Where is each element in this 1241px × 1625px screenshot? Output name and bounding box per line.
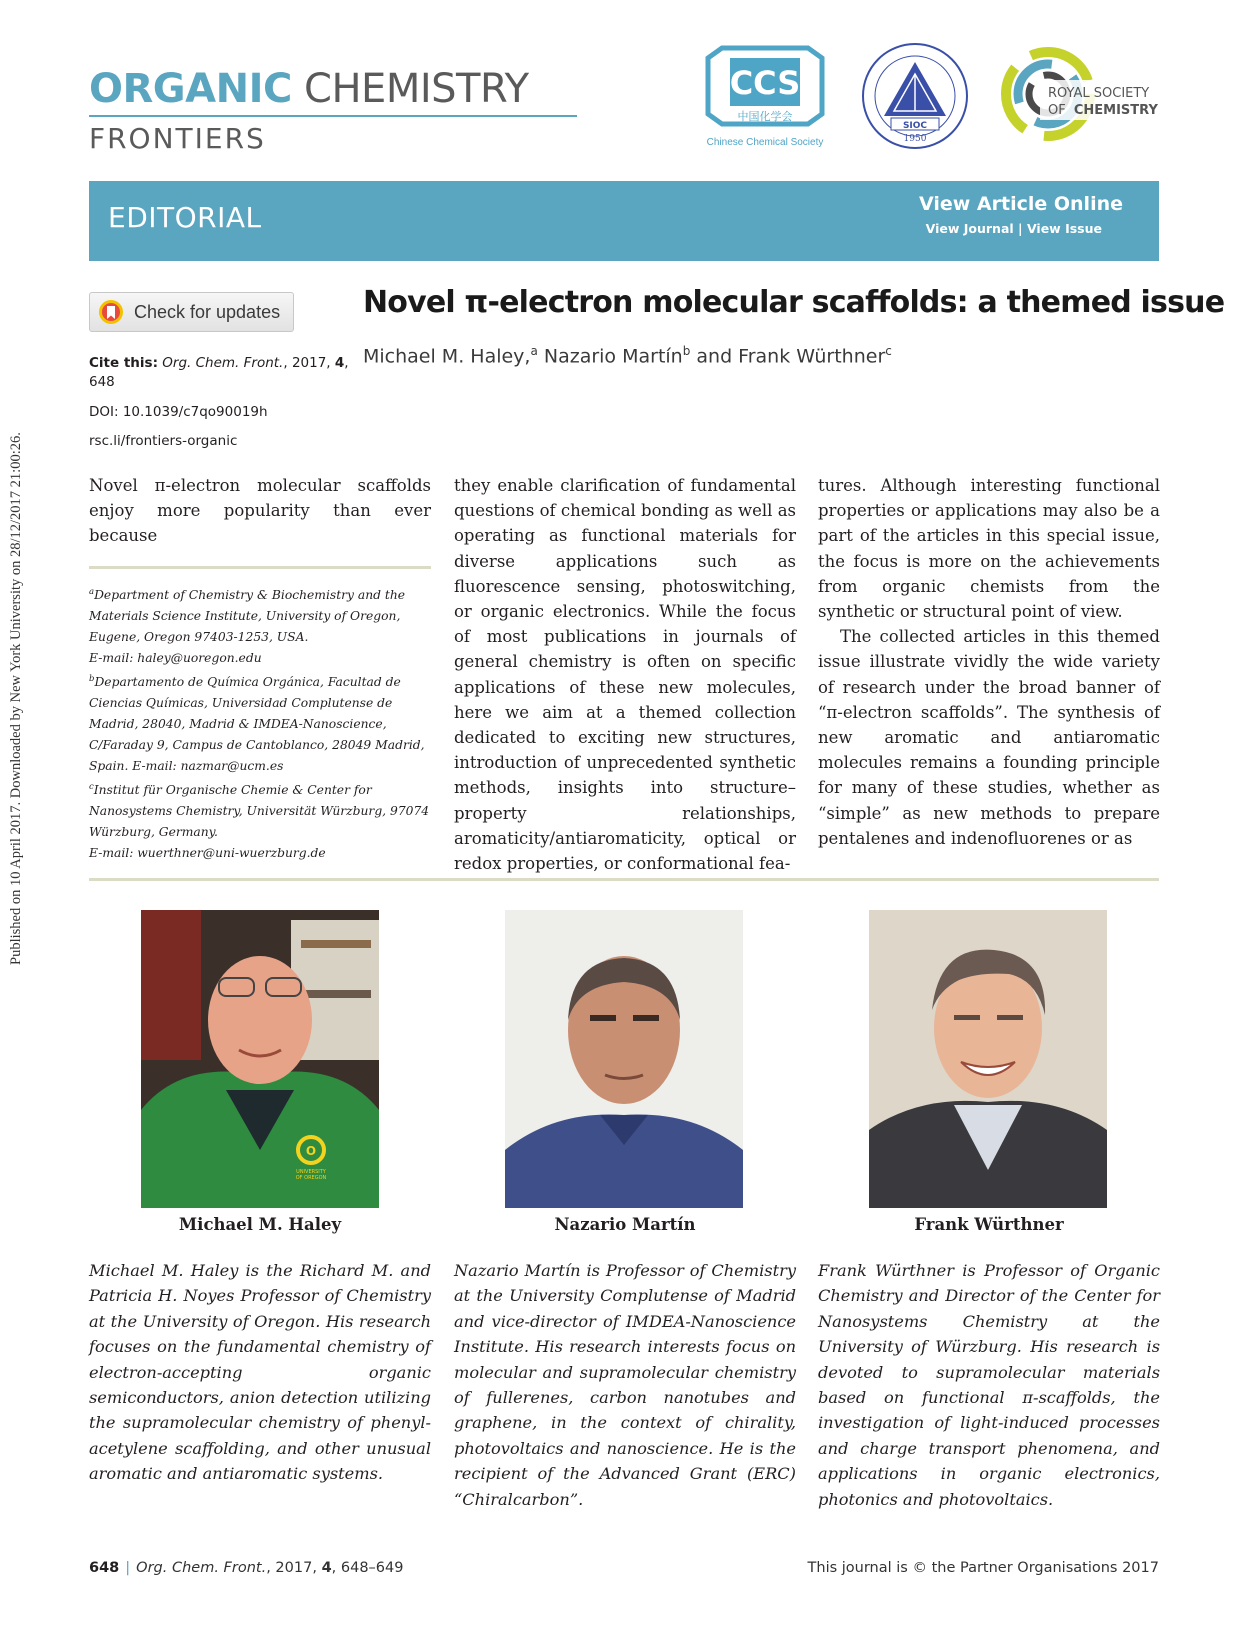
journal-title-bold: ORGANIC <box>89 66 292 112</box>
photo-martin <box>505 910 743 1208</box>
footer-separator: | <box>125 1560 131 1576</box>
author-haley-sup: a <box>530 344 538 358</box>
author-martin-sup: b <box>682 344 691 358</box>
affiliation-divider <box>89 566 431 569</box>
body-paragraph: tures. Although interesting functional properties or applications may also be a part of the articles in this special issue, the focus is more on the achievements from organic chemists from the synthetic or structural point of view. <box>818 476 1160 622</box>
journal-title-thin: CHEMISTRY <box>304 66 529 112</box>
affiliation-a <box>89 582 431 648</box>
ccs-name: Chinese Chemical Society <box>706 137 824 148</box>
shirt-logo-line2: OF OREGON <box>295 1175 327 1181</box>
rsc-line1: ROYAL SOCIETY <box>1048 86 1150 101</box>
bookmark-icon <box>98 299 124 325</box>
affiliation-a-sup: a <box>89 587 95 597</box>
affiliation-b-text: Departamento de Química Orgánica, Facultad de Ciencias Químicas, Universidad Complutense de Madrid, 28040, Madrid & IMDEA-Nanoscience, C/Faraday 9, Campus de Cantoblanco, 28049 Madrid, Spain. E-mail: nazmar@ucm.es <box>89 675 425 774</box>
view-issue-link[interactable]: View Issue <box>1026 221 1102 236</box>
page-number: 648 <box>89 1560 120 1576</box>
ccs-acronym: CCS <box>729 64 801 102</box>
bio-text-martin: Nazario Martín is Professor of Chemistry at the University Complutense of Madrid and vice-director of IMDEA-Nanoscience Institute. His research interests focus on molecular and supramolecular chemistry of fullerenes, carbon nanotubes and graphene, in the context of chirality, photovoltaics and nanoscience. He is the recipient of the Advanced Grant (ERC) “Chiralcarbon”. <box>454 1261 796 1509</box>
affiliation-a-text: Department of Chemistry & Biochemistry and the Materials Science Institute, University of Oregon, Eugene, Oregon 97403-1253, USA. <box>89 588 406 645</box>
bio-text-haley: Michael M. Haley is the Richard M. and Patricia H. Noyes Professor of Chemistry at the University of Oregon. His research focuses on the fundamental chemistry of electron-accepting organic semiconductors, anion detection utilizing the supramolecular chemistry of phenyl-acetylene scaffolding, and other unusual aromatic and antiaromatic systems. <box>89 1261 431 1484</box>
journal-subtitle: FRONTIERS <box>89 122 266 155</box>
sioc-label: SIOC <box>902 121 928 131</box>
affiliation-b-sup: b <box>89 674 95 685</box>
cite-journal: Org. Chem. Front. <box>162 355 284 371</box>
affiliation-c <box>89 777 431 843</box>
body-column-2 <box>454 473 796 876</box>
cite-pages-sep: , <box>344 355 349 371</box>
citation-block <box>89 354 349 451</box>
view-journal-link[interactable]: View Journal <box>925 221 1014 236</box>
check-for-updates-label: Check for updates <box>134 301 281 322</box>
ccs-logo <box>700 44 830 152</box>
cite-year: , 2017, <box>283 355 335 371</box>
footer-year: , 2017, <box>266 1560 322 1576</box>
shirt-logo-letter: O <box>305 1144 317 1158</box>
footer-volume: 4 <box>321 1560 332 1576</box>
rsc-line2-prefix: OF <box>1048 103 1066 118</box>
banner-links <box>926 221 1102 236</box>
affiliation-a-email: E-mail: haley@uoregon.edu <box>89 651 262 666</box>
footer-journal: Org. Chem. Front. <box>136 1560 267 1576</box>
body-paragraph: The collected articles in this themed issue illustrate vividly the wide variety of research under the broad banner of “π-electron scaffolds”. The synthesis of new aromatic and antiaromatic molecules remains a founding principle for many of these studies, whether as “simple” as new methods to prepare pentalenes and indenofluorenes or as <box>818 627 1160 848</box>
author-list <box>363 344 892 367</box>
affiliations <box>89 582 431 864</box>
rsc-line2-bold: CHEMISTRY <box>1073 103 1158 118</box>
sioc-logo <box>858 40 972 152</box>
bio-text-wurthner: Frank Würthner is Professor of Organic Chemistry and Director of the Center for Nanosystems Chemistry at the University of Würzburg. His research is devoted to supramolecular materials based on functional π-scaffolds, the investigation of light-induced processes and charge transport phenomena, and applications in organic electronics, photonics and photovoltaics. <box>818 1261 1160 1509</box>
ccs-chinese: 中国化学会 <box>737 110 793 123</box>
author-martin: Nazario Martín <box>537 345 683 368</box>
article-title: Novel π-electron molecular scaffolds: a themed issue <box>363 285 1225 320</box>
footer-citation <box>89 1560 403 1576</box>
author-wurthner: and Frank Würthner <box>690 345 886 368</box>
banner-label: EDITORIAL <box>108 201 262 234</box>
check-for-updates-button[interactable] <box>89 292 294 332</box>
doi: DOI: 10.1039/c7qo90019h <box>89 404 268 420</box>
affiliation-b <box>89 669 431 777</box>
cite-pages: 648 <box>89 374 115 390</box>
bio-name-wurthner: Frank Würthner <box>914 1215 1064 1234</box>
body-column-1 <box>89 473 431 549</box>
journal-title <box>89 66 529 112</box>
bio-name-martin: Nazario Martín <box>554 1215 696 1234</box>
journal-title-rule <box>89 115 577 117</box>
footer-copyright: This journal is © the Partner Organisations 2017 <box>807 1560 1159 1576</box>
affiliation-c-sup: c <box>89 782 94 793</box>
biography-divider <box>89 878 1159 881</box>
body-paragraph: Novel π-electron molecular scaffolds enjoy more popularity than ever because <box>89 476 431 546</box>
body-column-3 <box>818 473 1160 851</box>
sioc-year: 1950 <box>903 134 927 144</box>
editorial-banner <box>89 181 1159 261</box>
affiliation-c-text: Institut für Organische Chemie & Center for Nanosystems Chemistry, Universität Würzburg, 97074 Würzburg, Germany. <box>89 783 430 840</box>
download-stamp: Published on 10 April 2017. Downloaded by New York University on 28/12/2017 21:00:26. <box>8 432 24 965</box>
footer-pages: , 648–649 <box>331 1560 404 1576</box>
body-paragraph: they enable clarification of fundamental questions of chemical bonding as well as operating as functional materials for diverse applications such as fluorescence sensing, photoswitching, or organic electronics. While the focus of most publications in journals of general chemistry is often on specific applications of these new molecules, here we aim at a themed collection dedicated to exciting new structures, introduction of unprecedented synthetic methods, insights into structure–property relationships, aromaticity/antiaromaticity, optical or redox properties, or conformational fea- <box>454 476 796 874</box>
shirt-logo-line1: UNIVERSITY <box>296 1169 326 1175</box>
journal-link[interactable]: rsc.li/frontiers-organic <box>89 433 238 449</box>
svg-text:OF CHEMISTRY <box>1048 103 1158 118</box>
rsc-logo <box>998 42 1160 150</box>
affiliation-c-email: E-mail: wuerthner@uni-wuerzburg.de <box>89 846 326 861</box>
cite-label: Cite this: <box>89 355 158 371</box>
author-wurthner-sup: c <box>885 344 892 358</box>
photo-haley <box>141 910 379 1208</box>
banner-links-separator: | <box>1013 221 1027 236</box>
photo-wurthner <box>869 910 1107 1208</box>
bio-name-haley: Michael M. Haley <box>178 1215 342 1234</box>
author-haley: Michael M. Haley, <box>363 345 531 368</box>
cite-volume: 4 <box>334 355 345 371</box>
view-article-online-link[interactable]: View Article Online <box>919 193 1123 215</box>
